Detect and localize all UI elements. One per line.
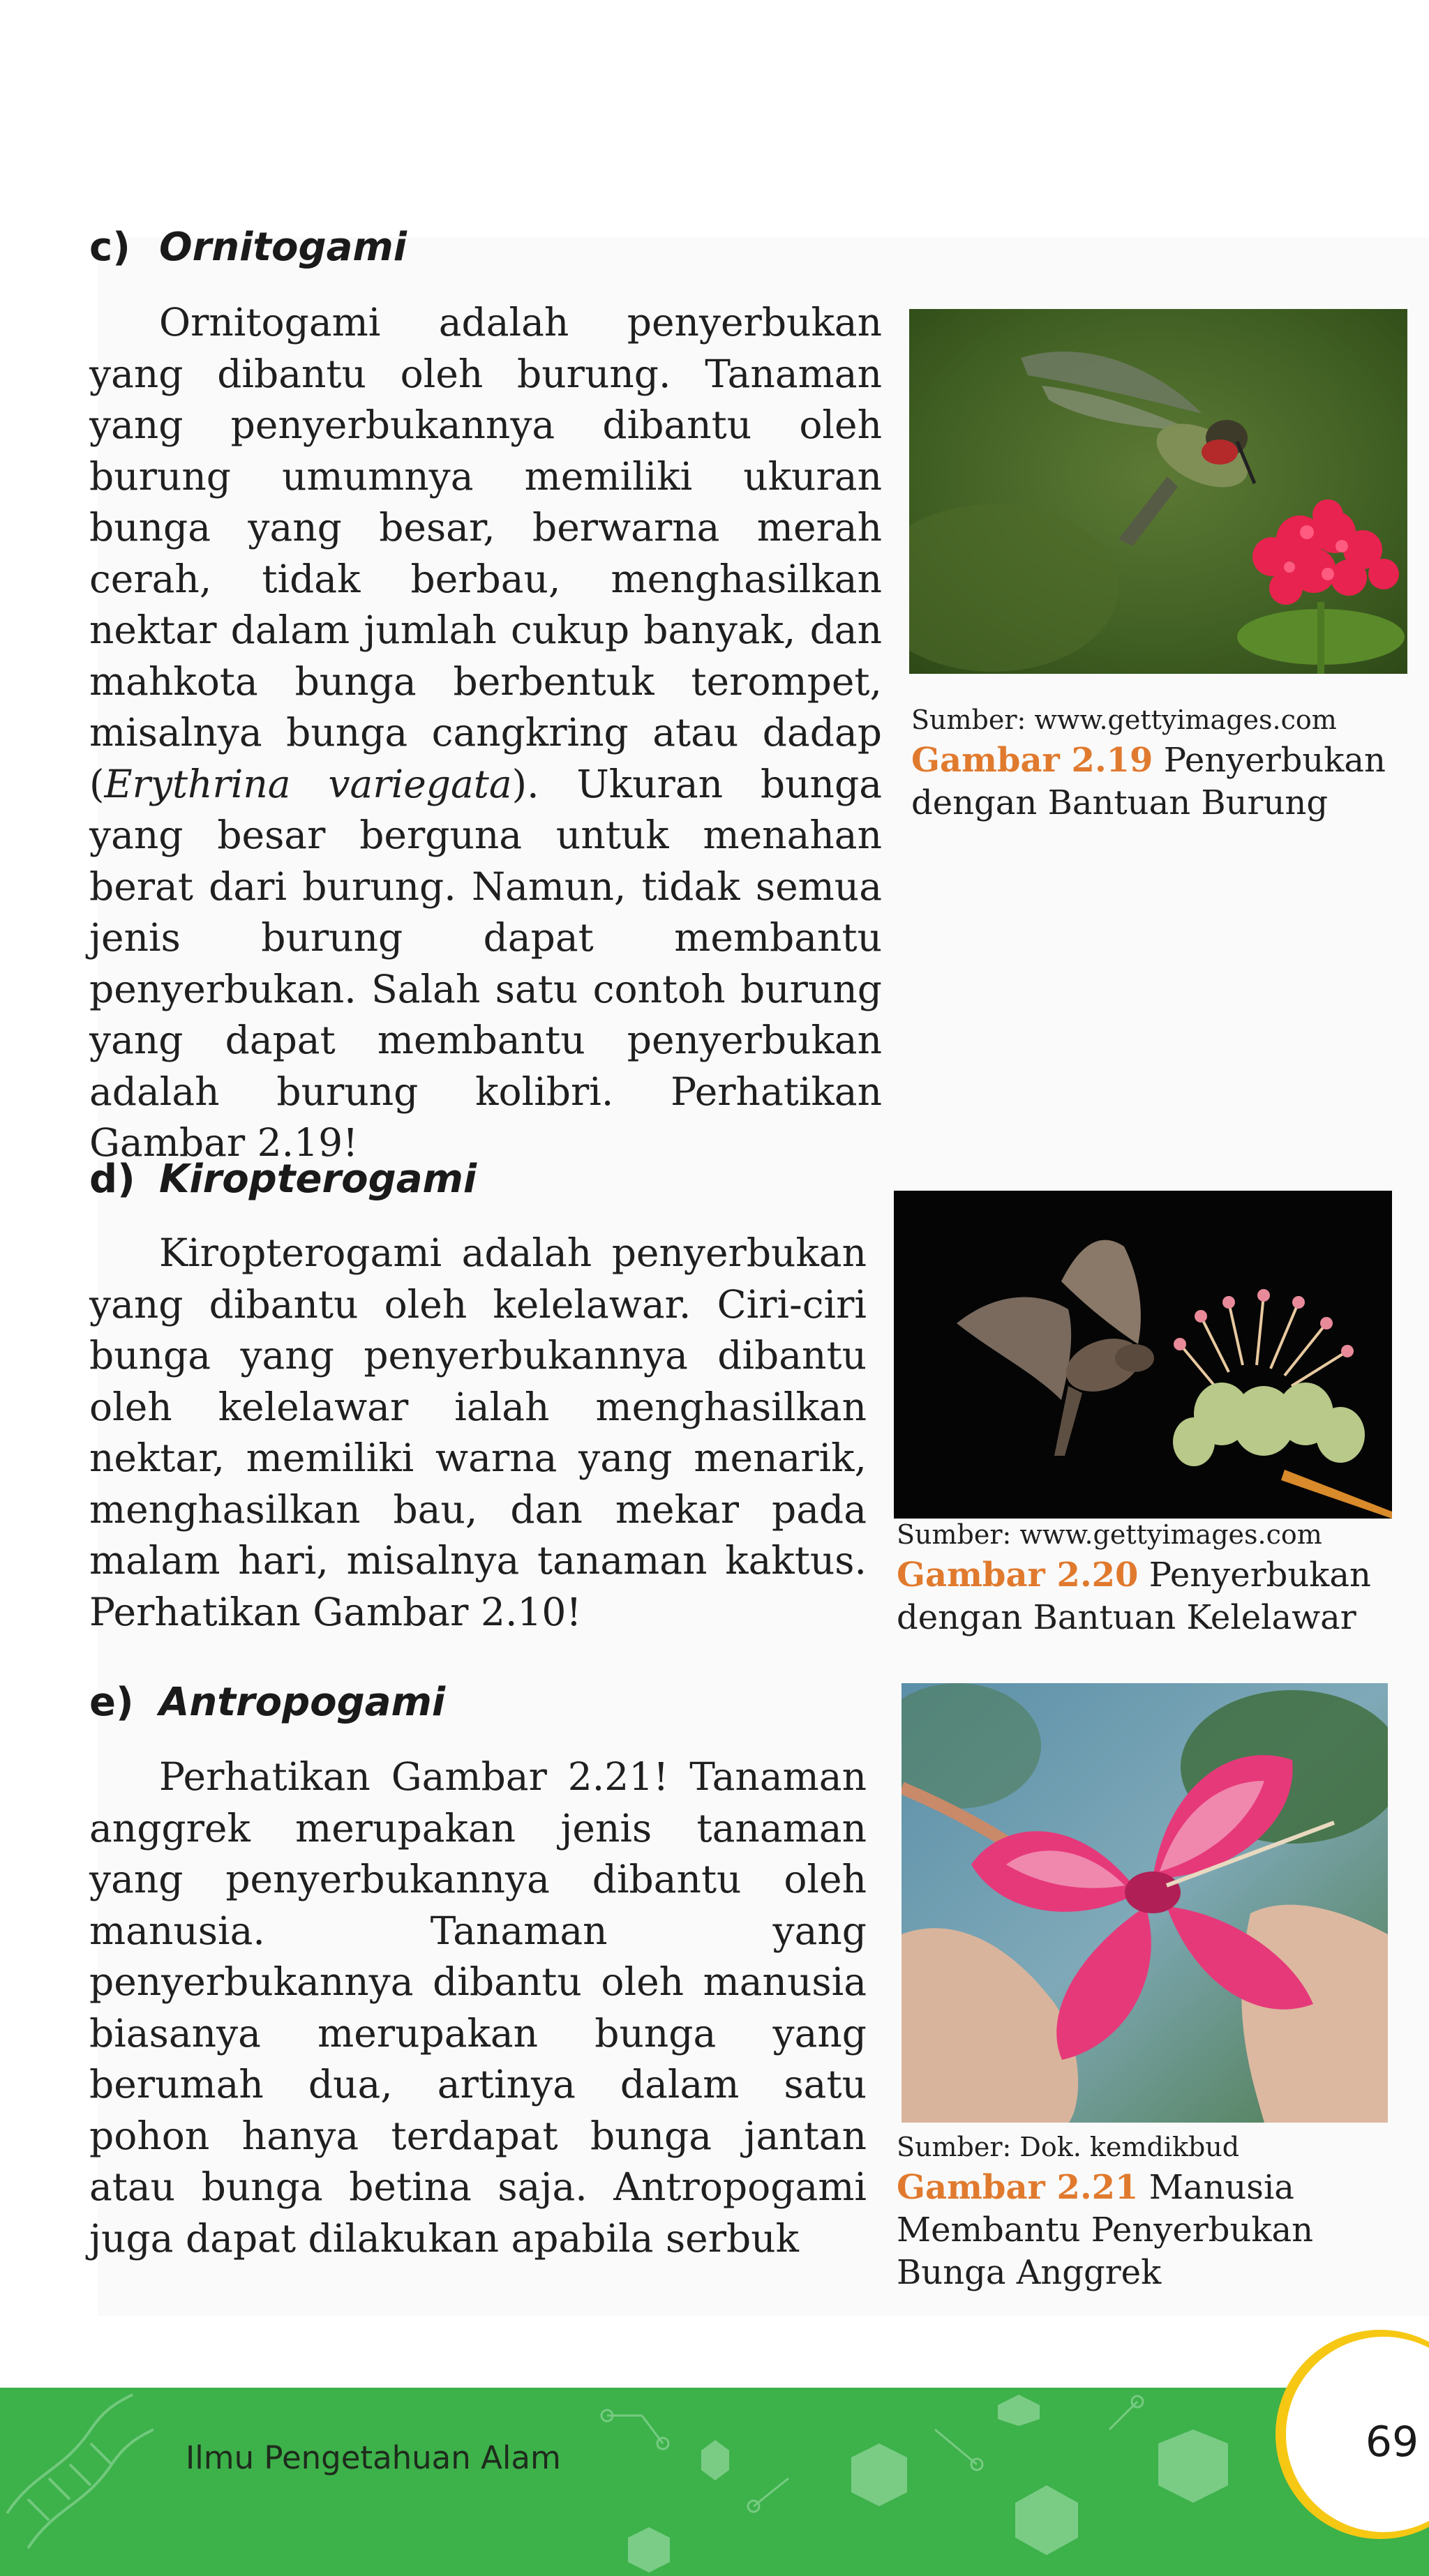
body-text-part: Kiropterogami adalah penyerbukan yang dibantu oleh kelelawar. Ciri-ciri bunga yang penyerbukannya dibantu oleh kelelawar ialah menghasilkan nektar, memiliki warna yang menarik, menghasilkan bau, dan mekar pada malam hari, misalnya tanaman kaktus. Perhatikan Gambar 2.10! xyxy=(89,1230,867,1634)
section-body-ornitogami xyxy=(89,297,882,1169)
molecule-decoration xyxy=(0,2388,1429,2576)
figure-caption xyxy=(897,1554,1385,1639)
figure-caption xyxy=(897,2167,1399,2294)
section-heading-ornitogami xyxy=(89,225,407,270)
body-text-part: Ornitogami adalah penyerbukan yang dibantu oleh burung. Tanaman yang penyerbukannya dibantu oleh burung umumnya memiliki ukuran bunga yang besar, berwarna merah cerah, tidak berbau, menghasilkan nektar dalam jumlah cukup banyak, dan mahkota bunga berbentuk terompet, misalnya bunga cangkring atau dadap ( xyxy=(89,300,882,806)
section-term: Kiropterogami xyxy=(159,1157,477,1202)
section-heading-antropogami xyxy=(89,1680,445,1725)
figure-image-bat xyxy=(894,1191,1392,1519)
figure-label: Gambar 2.19 xyxy=(911,741,1153,780)
figure-source: Sumber: Dok. kemdikbud xyxy=(897,2132,1240,2162)
body-text-part: ). Ukuran bunga yang besar berguna untuk menahan berat dari burung. Namun, tidak semua jenis burung dapat membantu penyerbukan. Salah satu contoh burung yang dapat membantu penyerbukan adalah burung kolibri. Perhatikan Gambar 2.19! xyxy=(89,761,882,1165)
figure-image-orchid xyxy=(901,1683,1388,2123)
section-body-kiropterogami xyxy=(89,1228,867,1638)
figure-caption-text: Penyerbukan dengan Bantuan Kelelawar xyxy=(897,1556,1371,1637)
section-letter: d) xyxy=(89,1157,135,1202)
section-letter: c) xyxy=(89,225,130,270)
figure-label: Gambar 2.21 xyxy=(897,2168,1139,2207)
footer-band xyxy=(0,2388,1429,2576)
bat-cactus-flower-illustration xyxy=(894,1191,1392,1519)
figure-image-hummingbird xyxy=(909,309,1407,674)
body-text-part: Perhatikan Gambar 2.21! Tanaman anggrek merupakan jenis tanaman yang penyerbukannya dibantu oleh manusia. Tanaman yang penyerbukannya dibantu oleh manusia biasanya merupakan bunga yang berumah dua, artinya dalam satu pohon hanya terdapat bunga jantan atau bunga betina saja. Antropogami juga dapat dilakukan apabila serbuk xyxy=(89,1754,867,2261)
figure-caption-text: Penyerbukan dengan Bantuan Burung xyxy=(911,741,1386,822)
page-number: 69 xyxy=(1365,2418,1419,2466)
orchid-hand-pollination-illustration xyxy=(901,1683,1388,2123)
figure-caption-text: Manusia Membantu Penyerbukan Bunga Anggrek xyxy=(897,2168,1313,2292)
section-term: Antropogami xyxy=(159,1680,446,1725)
figure-caption xyxy=(911,739,1386,824)
figure-source: Sumber: www.gettyimages.com xyxy=(897,1519,1322,1550)
hummingbird-flower-illustration xyxy=(909,309,1407,674)
section-letter: e) xyxy=(89,1680,134,1725)
scientific-name: Erythrina variegata xyxy=(104,761,512,806)
section-body-antropogami xyxy=(89,1752,867,2264)
figure-source: Sumber: www.gettyimages.com xyxy=(911,705,1337,735)
book-title: Ilmu Pengetahuan Alam xyxy=(186,2439,561,2476)
figure-label: Gambar 2.20 xyxy=(897,1556,1139,1595)
section-term: Ornitogami xyxy=(159,225,407,270)
section-heading-kiropterogami xyxy=(89,1157,477,1202)
